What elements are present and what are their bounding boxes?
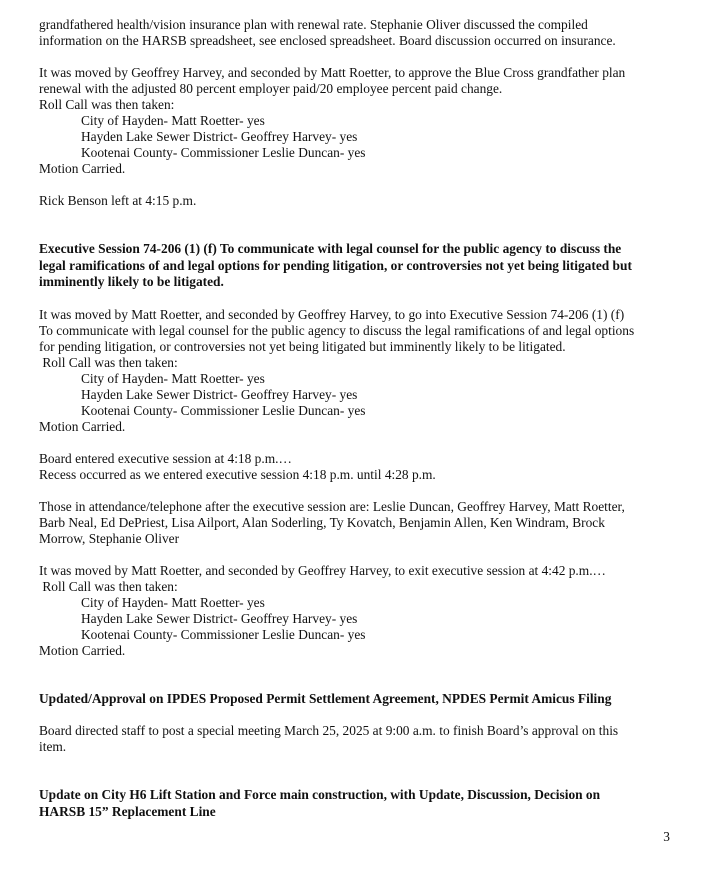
attendance-line: Morrow, Stephanie Oliver [39,530,180,546]
motion-line: for pending litigation, or controversies not yet being litigated but imminently likely to be litigated. [39,338,566,354]
vote-line: Hayden Lake Sewer District- Geoffrey Harvey- yes [81,386,358,402]
vote-line: City of Hayden- Matt Roetter- yes [81,113,265,128]
section-heading: Update on City H6 Lift Station and Force main construction, with Update, Discussion, Decision on [39,787,601,802]
paragraph-line: grandfathered health/vision insurance plan with renewal rate. Stephanie Oliver discussed the compiled [39,17,588,32]
vote-line: City of Hayden- Matt Roetter- yes [81,370,265,386]
vote-line: Kootenai County- Commissioner Leslie Duncan- yes [81,402,366,418]
vote-line: Hayden Lake Sewer District- Geoffrey Harvey- yes [81,129,358,144]
motion-line: renewal with the adjusted 80 percent employer paid/20 employee percent paid change. [39,81,503,96]
document-page [39,17,679,820]
paragraph-line: information on the HARSB spreadsheet, see enclosed spreadsheet. Board discussion occurred on insurance. [39,33,616,48]
attendance-line: Those in attendance/telephone after the executive session are: Leslie Duncan, Geoffrey Harvey, Matt Roetter, [39,498,625,514]
roll-call-label: Roll Call was then taken: [39,97,175,112]
motion-line: To communicate with legal counsel for the public agency to discuss the legal ramifications of and legal options [39,322,635,338]
vote-line: Kootenai County- Commissioner Leslie Duncan- yes [81,145,366,160]
section-heading: legal ramifications of and legal options for pending litigation, or controversies not yet being litigated but [39,257,632,273]
vote-line: Hayden Lake Sewer District- Geoffrey Harvey- yes [81,610,358,626]
vote-line: City of Hayden- Matt Roetter- yes [81,594,265,610]
roll-call-label: Roll Call was then taken: [39,354,178,370]
roll-call-label: Roll Call was then taken: [39,578,178,594]
attendance-line: Barb Neal, Ed DePriest, Lisa Ailport, Alan Soderling, Ty Kovatch, Benjamin Allen, Ken Windram, Brock [39,514,605,530]
vote-line: Kootenai County- Commissioner Leslie Duncan- yes [81,626,366,642]
section-heading: Updated/Approval on IPDES Proposed Permit Settlement Agreement, NPDES Permit Amicus Filing [39,690,612,706]
paragraph-line: Board directed staff to post a special meeting March 25, 2025 at 9:00 a.m. to finish Board’s approval on this [39,723,619,738]
departure-note: Rick Benson left at 4:15 p.m. [39,193,197,208]
motion-line: It was moved by Matt Roetter, and seconded by Geoffrey Harvey, to go into Executive Session 74-206 (1) (f) [39,306,625,322]
motion-carried: Motion Carried. [39,642,126,658]
section-heading: imminently likely to be litigated. [39,274,224,289]
section-heading: HARSB 15” Replacement Line [39,803,216,819]
motion-line: It was moved by Geoffrey Harvey, and seconded by Matt Roetter, to approve the Blue Cross grandfather plan [39,65,626,80]
section-heading: Executive Session 74-206 (1) (f) To communicate with legal counsel for the public agency to discuss the [39,241,622,256]
session-note: Board entered executive session at 4:18 p.m.… [39,450,292,466]
session-note: Recess occurred as we entered executive session 4:18 p.m. until 4:28 p.m. [39,466,436,482]
page-number: 3 [663,829,670,844]
paragraph-line: item. [39,739,67,754]
motion-carried: Motion Carried. [39,418,126,434]
motion-carried: Motion Carried. [39,161,126,176]
motion-line: It was moved by Matt Roetter, and seconded by Geoffrey Harvey, to exit executive session at 4:42 p.m.… [39,562,606,578]
